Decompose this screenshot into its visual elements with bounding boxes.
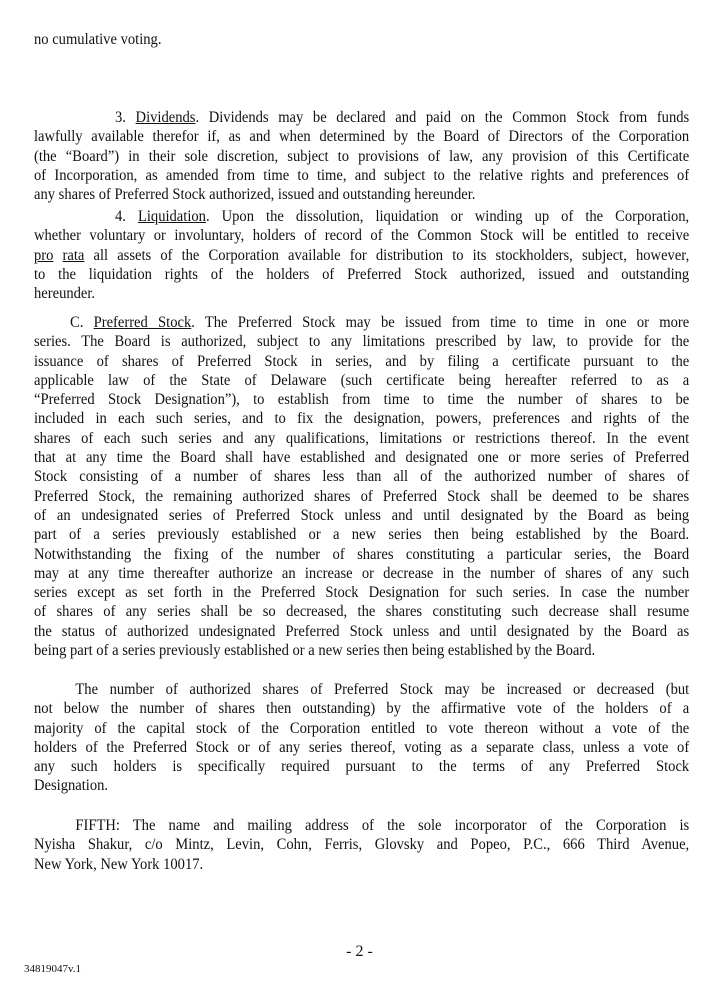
text-line: applicable law of the State of Delaware (such certificate being hereafter referred to as a (34, 370, 690, 389)
text-segment: . Dividends may be declared and paid on the Common Stock from funds (195, 108, 690, 126)
section-heading: rata (62, 245, 85, 264)
text-segment (53, 246, 62, 264)
text-line: included in each such series, and to fix the designation, powers, preferences and rights of the (34, 409, 690, 428)
text-segment: . The Preferred Stock may be issued from time to time in one or more (191, 313, 690, 331)
text-line: hereunder. (34, 284, 96, 303)
section-heading: Dividends (135, 108, 196, 126)
text-line: any such holders is specifically required pursuant to the terms of any Preferred Stock (34, 757, 690, 776)
text-line: part of a series previously established or a new series then being established by the Board. (34, 525, 690, 544)
text-line: that at any time the Board shall have established and designated one or more series of Preferred (34, 448, 690, 467)
text-line: (the “Board”) in their sole discretion, subject to provisions of law, any provision of this Certificate (34, 146, 690, 165)
text-line (34, 246, 689, 265)
text-segment: . Upon the dissolution, liquidation or winding up of the Corporation, (205, 207, 690, 225)
text-line: being part of a series previously established or a new series then being established by the Board. (34, 641, 596, 660)
text-line: Designation. (34, 776, 109, 795)
text-line: FIFTH: The name and mailing address of the sole incorporator of the Corporation is (75, 816, 690, 834)
paragraph-authorized-shares (34, 680, 689, 796)
text-line: the status of authorized undesignated Preferred Stock unless and until designated by the Board as (34, 621, 690, 640)
paragraph-liquidation (34, 207, 689, 303)
text-line: of shares of any series shall be so decreased, the shares constituting such decrease shall resume (34, 602, 690, 621)
text-line (34, 207, 689, 226)
text-line: majority of the capital stock of the Corporation entitled to vote thereon without a vote of the (34, 718, 690, 737)
document-id: 34819047v.1 (24, 963, 82, 975)
text-segment: 3. (115, 108, 136, 126)
text-line: may at any time thereafter authorize an increase or decrease in the number of shares of any such (34, 563, 690, 582)
text-line (34, 313, 689, 332)
section-heading: pro (34, 245, 54, 264)
section-heading: Preferred Stock (93, 313, 192, 331)
text-line: shares of each such series and any qualifications, limitations or restrictions thereof. In the event (34, 428, 690, 447)
text-line: series. The Board is authorized, subject to any limitations prescribed by law, to provide for the (34, 332, 690, 351)
text-line: to the liquidation rights of the holders of Preferred Stock authorized, issued and outstanding (34, 264, 690, 283)
paragraph-preferred-stock (34, 313, 689, 660)
text-line: whether voluntary or involuntary, holders of record of the Common Stock will be entitled to receive (34, 226, 690, 245)
text-line (34, 108, 689, 127)
text-line: not below the number of shares then outstanding) by the affirmative vote of the holders of a (34, 699, 690, 718)
text-line: issuance of shares of Preferred Stock in series, and by filing a certificate pursuant to the (34, 351, 690, 370)
text-line: Nyisha Shakur, c/o Mintz, Levin, Cohn, Ferris, Glovsky and Popeo, P.C., 666 Third Avenue, (34, 835, 690, 854)
text-line: holders of the Preferred Stock or of any series thereof, voting as a separate class, unless a vote of (34, 737, 690, 756)
text-line: lawfully available therefor if, as and when determined by the Board of Directors of the Corporation (34, 127, 690, 146)
paragraph-fifth-incorporator (34, 816, 689, 874)
paragraph-cumulative-voting (34, 30, 689, 49)
text-line: Preferred Stock, the remaining authorized shares of Preferred Stock shall be deemed to be shares (34, 486, 690, 505)
text-line: Stock consisting of a number of shares less than all of the authorized number of shares of (34, 467, 690, 486)
section-heading: Liquidation (137, 207, 206, 225)
text-segment: 4. (115, 207, 138, 225)
text-line: “Preferred Stock Designation”), to establish from time to time the number of shares to be (34, 390, 690, 409)
text-line: of Incorporation, as amended from time to time, and subject to the relative rights and preferences of (34, 165, 690, 184)
text-segment: C. (70, 313, 94, 331)
text-line: New York, New York 10017. (34, 854, 204, 873)
text-line: series except as set forth in the Preferred Stock Designation for such series. In case the number (34, 583, 690, 602)
text-segment: all assets of the Corporation available for distribution to its stockholders, subject, however, (84, 245, 690, 264)
text-line: any shares of Preferred Stock authorized, issued and outstanding hereunder. (34, 185, 476, 204)
text-line: The number of authorized shares of Preferred Stock may be increased or decreased (but (75, 680, 690, 698)
text-line: of an undesignated series of Preferred Stock unless and until designated by the Board as being (34, 505, 690, 524)
page-number: - 2 - (346, 943, 373, 960)
text-line: Notwithstanding the fixing of the number of shares constituting a particular series, the Board (34, 544, 690, 563)
paragraph-dividends (34, 108, 689, 204)
text-line: no cumulative voting. (34, 30, 162, 48)
